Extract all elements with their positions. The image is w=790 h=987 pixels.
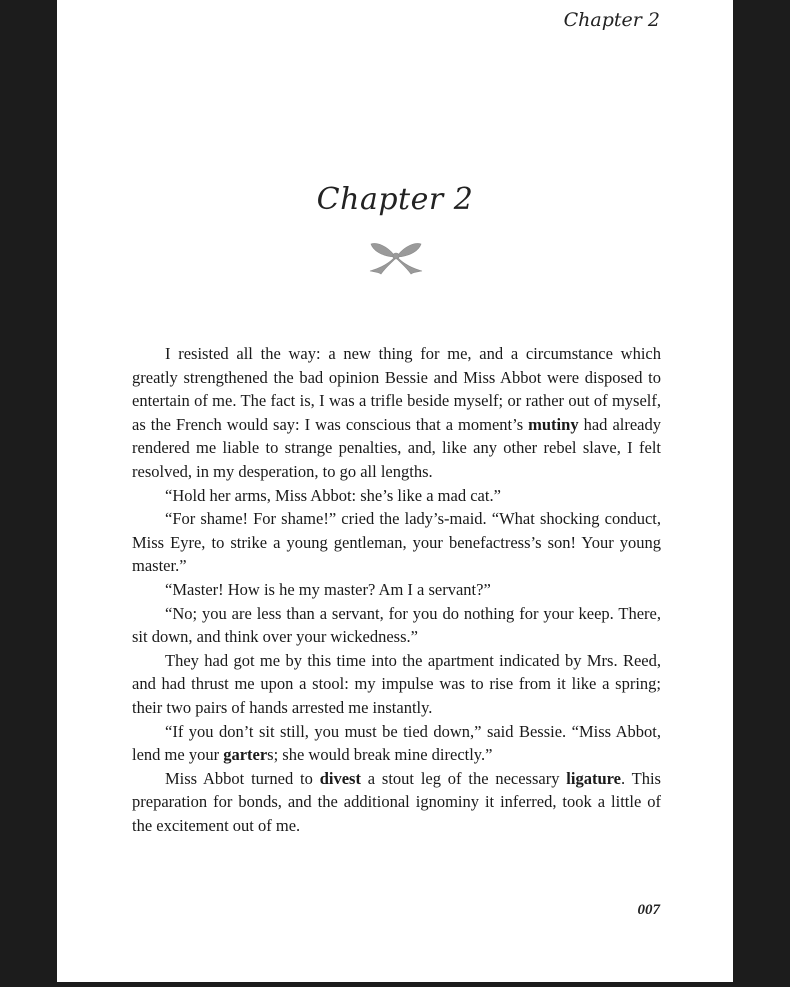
text-run: “No; you are less than a servant, for you do nothing for your keep. There, sit down, and think over your wickedness.” [132,603,661,647]
text-run: a stout leg of the necessary [360,768,567,788]
bold-term: mutiny [528,414,579,434]
paragraph [132,507,661,578]
paragraph [132,767,661,838]
paragraph [132,484,661,508]
text-run: . This preparation for bonds, and the additional ignominy it inferred, took a little of the excitement out of me. [132,768,661,835]
bold-term: divest [319,768,361,788]
text-run: “If you don’t sit still, you must be tied down,” said Bessie. “Miss Abbot, lend me your [132,721,661,765]
running-head: Chapter 2 [563,9,660,31]
text-run: “Master! How is he my master? Am I a servant?” [165,579,491,599]
paragraph [132,649,661,720]
text-run: Miss Abbot turned to [165,768,320,788]
text-run: “Hold her arms, Miss Abbot: she’s like a mad cat.” [165,485,501,505]
ribbon-bow-icon [367,238,425,276]
text-run: s; she would break mine directly.” [267,745,493,765]
page-number: 007 [637,902,660,918]
chapter-body-text [132,342,661,837]
paragraph [132,342,661,484]
text-run: had already rendered me liable to strange penalties, and, like any other rebel slave, I felt resolved, in my desperation, to go all lengths. [132,414,661,481]
paragraph [132,578,661,602]
text-run: “For shame! For shame!” cried the lady’s-maid. “What shocking conduct, Miss Eyre, to strike a young gentleman, your benefactress’s son! Your young master.” [132,509,661,576]
chapter-title: Chapter 2 [316,182,474,217]
paragraph [132,602,661,649]
bold-term: ligature [566,768,621,788]
book-page [57,0,733,982]
text-run: They had got me by this time into the apartment indicated by Mrs. Reed, and had thrust me upon a stool: my impulse was to rise from it like a spring; their two pairs of hands arrested me instantly. [132,650,661,717]
text-run: I resisted all the way: a new thing for me, and a circumstance which greatly strengthened the bad opinion Bessie and Miss Abbot were disposed to entertain of me. The fact is, I was a trifle beside myself; or rather out of myself, as the French would say: I was conscious that a moment’s [132,344,661,434]
paragraph [132,720,661,767]
bold-term: garter [223,745,268,765]
